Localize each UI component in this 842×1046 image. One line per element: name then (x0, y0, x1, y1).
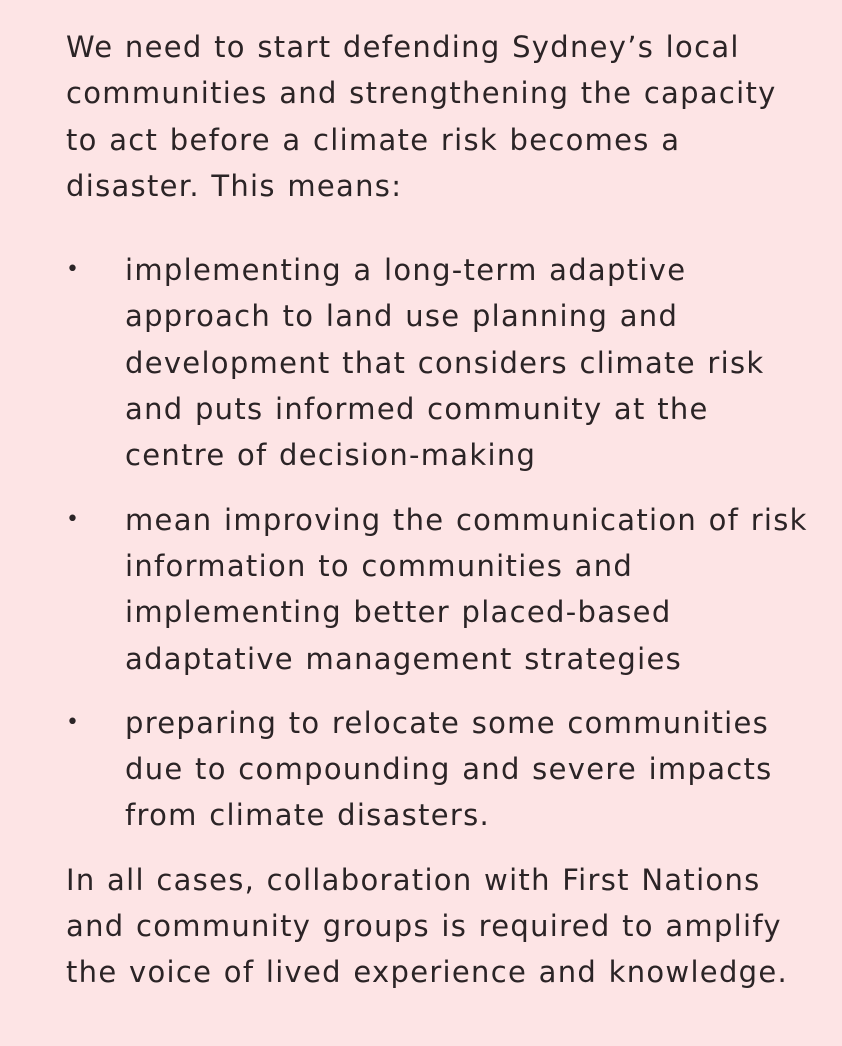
bullet-icon: • (66, 257, 81, 283)
list-item (66, 700, 822, 839)
list-item (66, 247, 822, 478)
list-item (66, 497, 822, 682)
list-item-text: implementing a long-term adaptive approach to land use planning and development that considers climate risk and puts informed community at the centre of decision-making (125, 253, 765, 473)
closing-paragraph: In all cases, collaboration with First Nations and community groups is required to amplify the voice of lived experience and knowledge. (66, 862, 789, 990)
bullet-icon: • (66, 506, 81, 532)
list-item-text: preparing to relocate some communities due to compounding and severe impacts from climate disasters. (125, 705, 773, 833)
bullet-list (66, 247, 822, 839)
intro-paragraph: We need to start defending Sydney’s local communities and strengthening the capacity to act before a climate risk becomes a disaster. This means: (66, 30, 777, 203)
bullet-icon: • (66, 709, 81, 735)
list-item-text: mean improving the communication of risk information to communities and implementing better placed-based adaptative management strategies (125, 502, 808, 676)
